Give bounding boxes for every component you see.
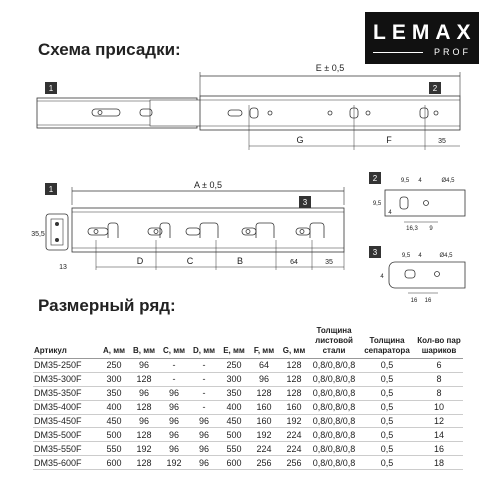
- svg-text:1: 1: [48, 84, 54, 93]
- table-cell: 0,5: [359, 372, 415, 386]
- table-cell: 128: [249, 386, 279, 400]
- table-cell: DM35-300F: [33, 372, 99, 386]
- size-table: [33, 318, 463, 470]
- svg-text:9,5: 9,5: [372, 201, 382, 207]
- table-cell: 96: [129, 359, 159, 373]
- table-cell: -: [159, 372, 189, 386]
- col-header: A, мм: [99, 318, 129, 359]
- table-cell: -: [159, 359, 189, 373]
- svg-text:4: 4: [380, 274, 384, 280]
- table-cell: DM35-500F: [33, 428, 99, 442]
- logo-main-text: LEMAX: [373, 21, 477, 44]
- table-cell: 0,8/0,8/0,8: [309, 428, 359, 442]
- svg-text:4: 4: [418, 178, 422, 184]
- table-cell: 0,5: [359, 428, 415, 442]
- svg-text:35,5: 35,5: [31, 231, 45, 238]
- table-cell: 10: [415, 400, 463, 414]
- table-row: [33, 428, 463, 442]
- table-cell: 450: [219, 414, 249, 428]
- table-cell: 250: [219, 359, 249, 373]
- table-cell: 192: [129, 442, 159, 456]
- svg-text:9: 9: [429, 226, 433, 232]
- table-cell: 128: [279, 372, 309, 386]
- table-cell: 400: [99, 400, 129, 414]
- svg-text:3: 3: [372, 248, 378, 257]
- table-cell: 0,5: [359, 442, 415, 456]
- table-cell: 18: [415, 456, 463, 470]
- table-cell: 450: [99, 414, 129, 428]
- table-cell: 0,5: [359, 456, 415, 470]
- table-cell: 350: [99, 386, 129, 400]
- table-cell: 0,8/0,8/0,8: [309, 386, 359, 400]
- table-cell: 128: [129, 428, 159, 442]
- table-cell: 96: [189, 442, 219, 456]
- table-cell: 160: [249, 414, 279, 428]
- table-cell: DM35-250F: [33, 359, 99, 373]
- table-cell: 500: [99, 428, 129, 442]
- col-header: E, мм: [219, 318, 249, 359]
- table-cell: 500: [219, 428, 249, 442]
- table-cell: 0,5: [359, 386, 415, 400]
- svg-text:16: 16: [410, 298, 418, 304]
- col-header: Толщина сепаратора: [359, 318, 415, 359]
- table-row: [33, 414, 463, 428]
- table-cell: 0,5: [359, 400, 415, 414]
- table-cell: 250: [99, 359, 129, 373]
- table-cell: 300: [219, 372, 249, 386]
- table-cell: 96: [189, 456, 219, 470]
- table-cell: 128: [129, 400, 159, 414]
- table-row: [33, 372, 463, 386]
- svg-text:9,5: 9,5: [401, 253, 411, 259]
- table-cell: -: [189, 400, 219, 414]
- table-cell: 8: [415, 372, 463, 386]
- table-cell: DM35-350F: [33, 386, 99, 400]
- table-cell: 224: [279, 428, 309, 442]
- table-cell: 64: [249, 359, 279, 373]
- table-cell: 96: [159, 386, 189, 400]
- dim-f-label: F: [386, 135, 392, 145]
- table-row: [33, 359, 463, 373]
- table-cell: 0,8/0,8/0,8: [309, 442, 359, 456]
- table-cell: 0,5: [359, 359, 415, 373]
- sizes-title: Размерный ряд:: [38, 296, 176, 315]
- table-cell: 160: [249, 400, 279, 414]
- svg-text:Ø4,5: Ø4,5: [439, 253, 453, 259]
- table-cell: 550: [219, 442, 249, 456]
- dim-35-label: 35: [438, 138, 446, 145]
- table-cell: 192: [159, 456, 189, 470]
- table-cell: 96: [129, 386, 159, 400]
- table-body: [33, 359, 463, 470]
- svg-text:1: 1: [48, 185, 54, 194]
- col-header: F, мм: [249, 318, 279, 359]
- table-cell: 96: [159, 414, 189, 428]
- table-cell: 96: [159, 428, 189, 442]
- table-cell: 128: [129, 456, 159, 470]
- table-row: [33, 442, 463, 456]
- table-cell: DM35-550F: [33, 442, 99, 456]
- table-cell: 0,8/0,8/0,8: [309, 414, 359, 428]
- table-cell: 96: [189, 414, 219, 428]
- svg-text:9,5: 9,5: [400, 178, 410, 184]
- table-cell: 14: [415, 428, 463, 442]
- table-cell: DM35-400F: [33, 400, 99, 414]
- svg-text:2: 2: [372, 174, 378, 183]
- col-header: B, мм: [129, 318, 159, 359]
- table-cell: 128: [279, 386, 309, 400]
- col-header: G, мм: [279, 318, 309, 359]
- table-cell: 0,8/0,8/0,8: [309, 400, 359, 414]
- svg-text:4: 4: [418, 253, 422, 259]
- table-cell: 16: [415, 442, 463, 456]
- dim-b-label: B: [236, 256, 244, 266]
- table-cell: -: [189, 386, 219, 400]
- table-cell: -: [189, 359, 219, 373]
- table-cell: 96: [159, 442, 189, 456]
- col-header: Кол-во пар шариков: [415, 318, 463, 359]
- table-cell: -: [189, 372, 219, 386]
- table-cell: 0,8/0,8/0,8: [309, 372, 359, 386]
- table-row: [33, 386, 463, 400]
- table-cell: 192: [279, 414, 309, 428]
- table-cell: 128: [279, 359, 309, 373]
- table-cell: 12: [415, 414, 463, 428]
- table-cell: 256: [279, 456, 309, 470]
- table-cell: 0,8/0,8/0,8: [309, 359, 359, 373]
- col-header: Артикул: [33, 318, 99, 359]
- col-header: Толщина листовой стали: [309, 318, 359, 359]
- table-row: [33, 456, 463, 470]
- svg-text:13: 13: [59, 264, 67, 271]
- table-cell: 8: [415, 386, 463, 400]
- table-cell: 192: [249, 428, 279, 442]
- svg-text:2: 2: [432, 84, 438, 93]
- svg-text:16: 16: [424, 298, 432, 304]
- table-cell: 224: [249, 442, 279, 456]
- dim-e-label: E ± 0,5: [315, 63, 345, 73]
- dim-g-label: G: [296, 135, 304, 145]
- table-cell: 550: [99, 442, 129, 456]
- table-cell: DM35-450F: [33, 414, 99, 428]
- table-cell: 224: [279, 442, 309, 456]
- table-row: [33, 400, 463, 414]
- table-cell: DM35-600F: [33, 456, 99, 470]
- table-cell: 350: [219, 386, 249, 400]
- table-cell: 300: [99, 372, 129, 386]
- table-cell: 256: [249, 456, 279, 470]
- svg-text:3: 3: [302, 198, 308, 207]
- slide-closed-drawing: [0, 175, 360, 275]
- logo-divider: [373, 52, 423, 53]
- dim-a-label: A ± 0,5: [194, 180, 222, 190]
- table-cell: 600: [99, 456, 129, 470]
- dim-c-label: C: [186, 256, 194, 266]
- table-cell: 0,5: [359, 414, 415, 428]
- table-cell: 96: [159, 400, 189, 414]
- logo-sub-text: PROF: [433, 47, 471, 57]
- table-cell: 6: [415, 359, 463, 373]
- svg-text:Ø4,5: Ø4,5: [441, 178, 455, 184]
- scheme-title: Схема присадки:: [38, 40, 181, 59]
- col-header: D, мм: [189, 318, 219, 359]
- table-header-row: [33, 318, 463, 359]
- svg-text:35: 35: [325, 259, 333, 266]
- detail-2-drawing: [360, 165, 490, 235]
- slide-extended-drawing: [0, 55, 500, 165]
- table-cell: 0,8/0,8/0,8: [309, 456, 359, 470]
- table-cell: 160: [279, 400, 309, 414]
- dim-d-label: D: [136, 256, 144, 266]
- detail-3-drawing: [360, 240, 490, 310]
- svg-text:4: 4: [388, 210, 392, 216]
- table-cell: 600: [219, 456, 249, 470]
- svg-text:16,3: 16,3: [406, 226, 418, 232]
- table-cell: 400: [219, 400, 249, 414]
- col-header: C, мм: [159, 318, 189, 359]
- table-cell: 96: [129, 414, 159, 428]
- table-cell: 96: [189, 428, 219, 442]
- table-cell: 128: [129, 372, 159, 386]
- svg-text:64: 64: [290, 259, 298, 266]
- table-cell: 96: [249, 372, 279, 386]
